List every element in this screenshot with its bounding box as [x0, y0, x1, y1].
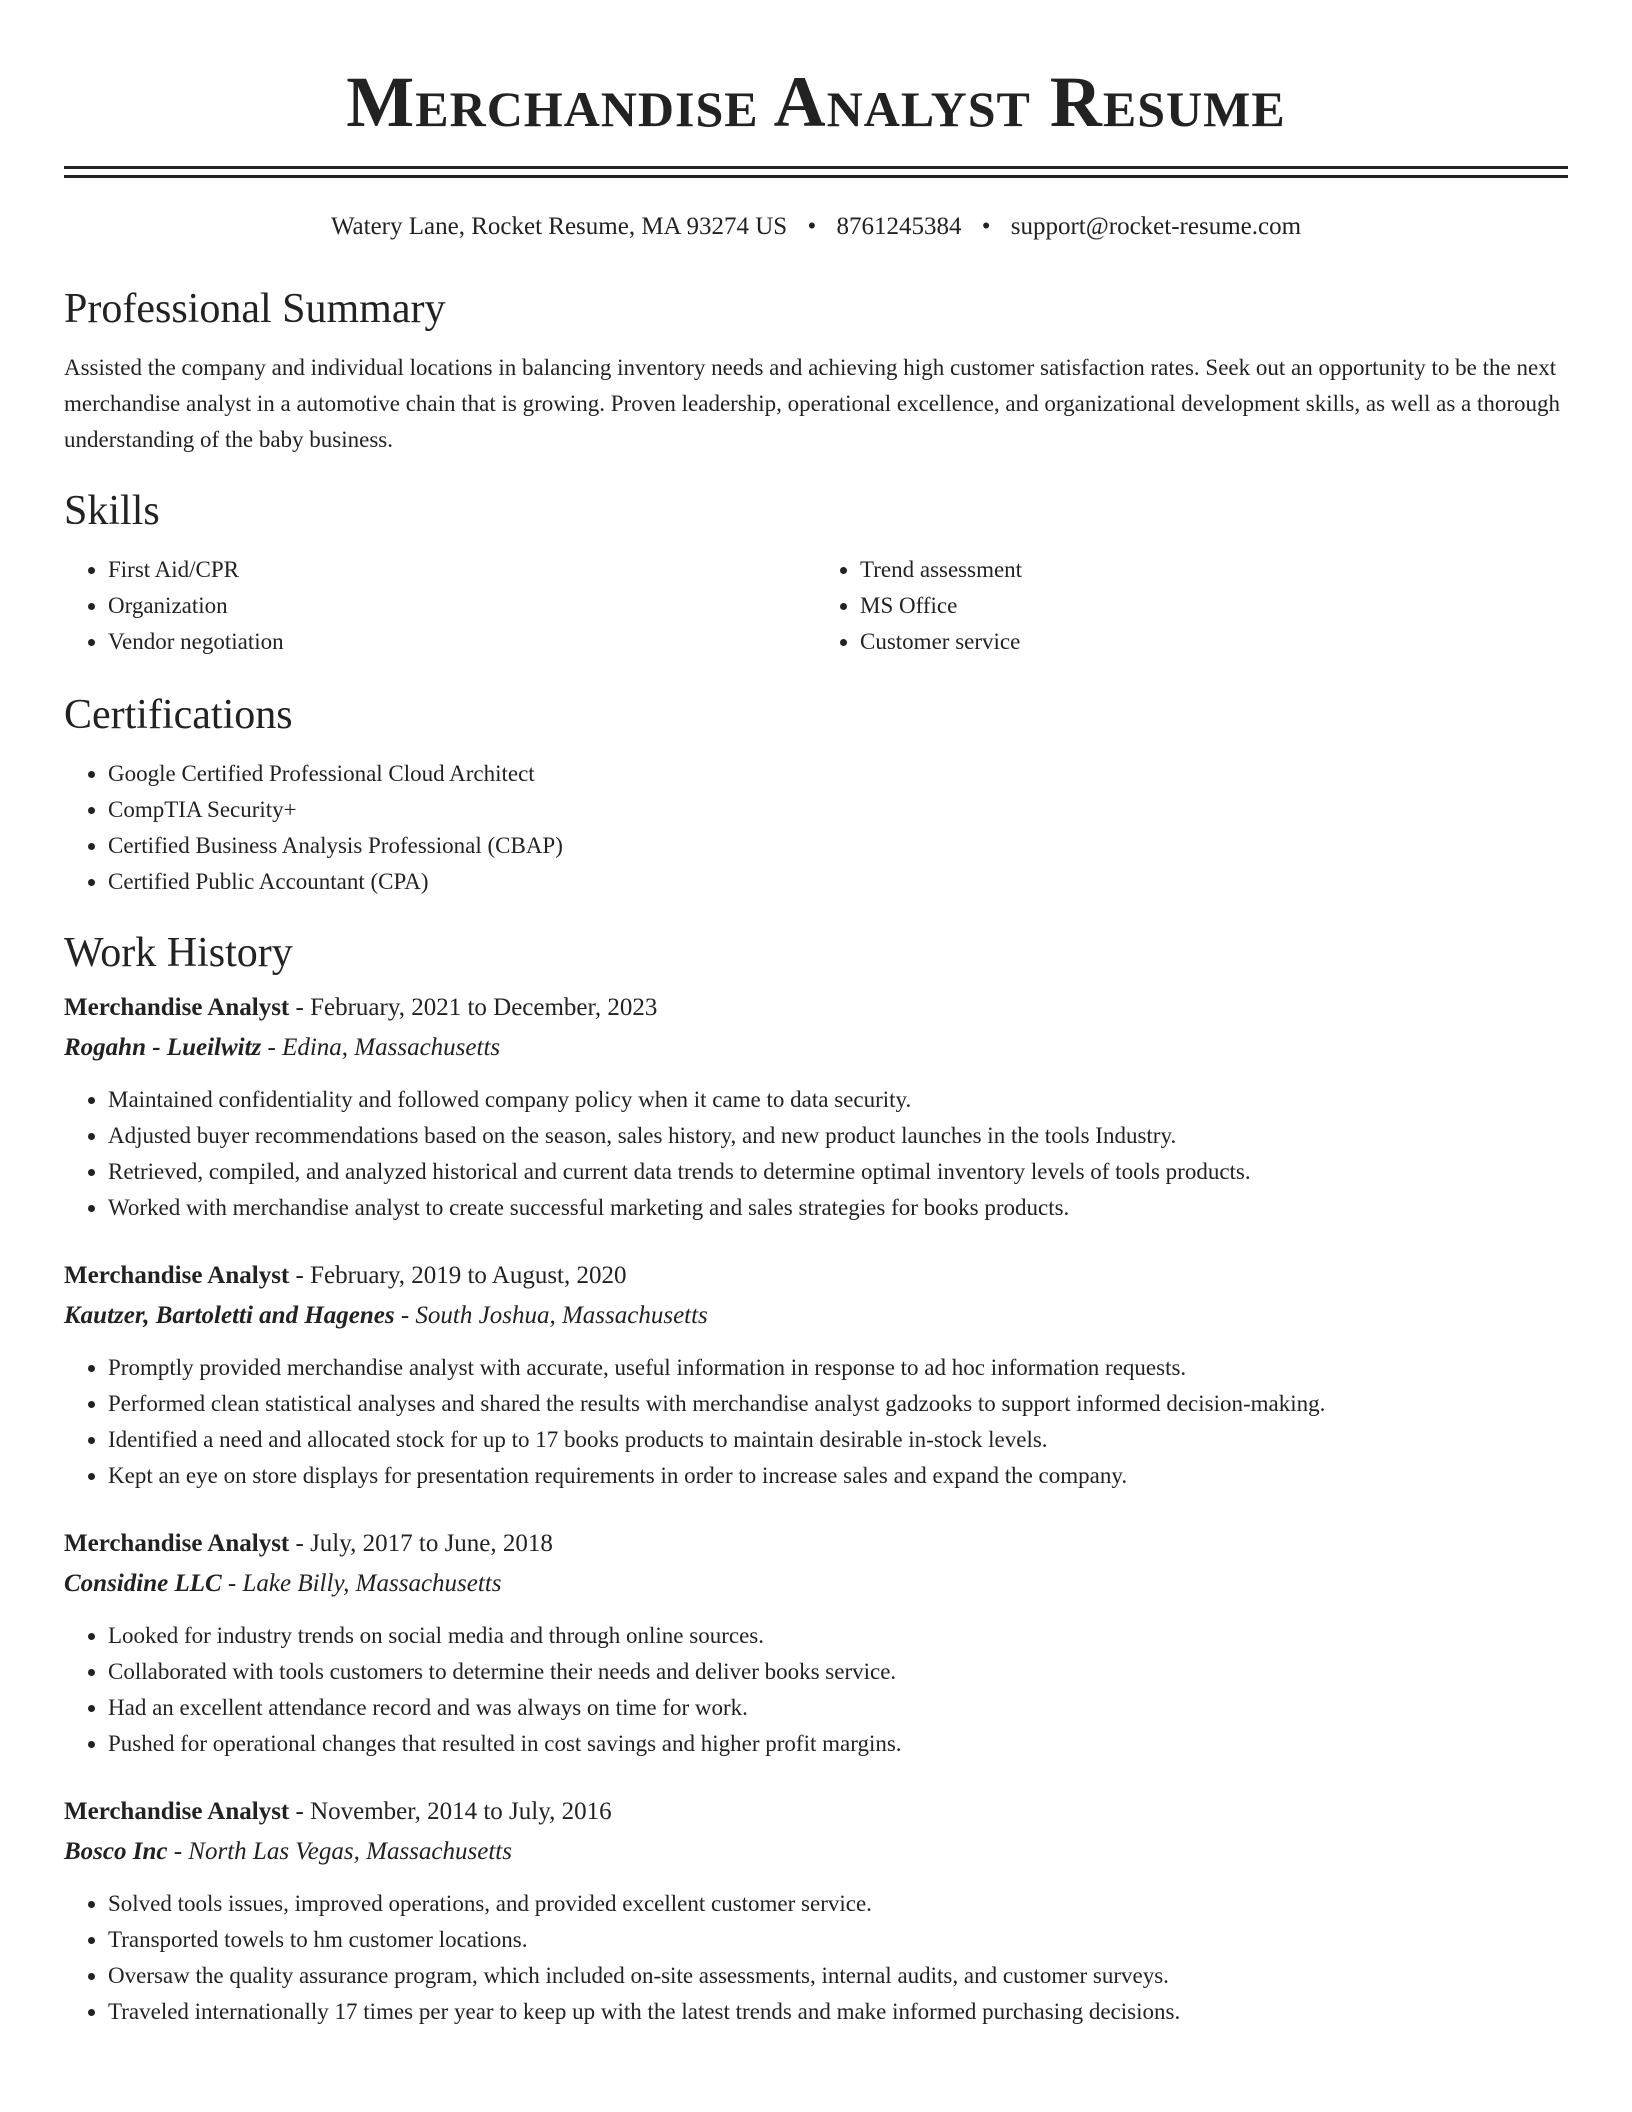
- job-company: Bosco Inc: [64, 1838, 168, 1865]
- certification-item: • Certified Business Analysis Professional (CBAP): [108, 828, 1568, 864]
- job-bullet: • Promptly provided merchandise analyst with accurate, useful information in response to ad hoc information requests.: [108, 1350, 1568, 1386]
- certifications-heading: Certifications: [64, 692, 293, 738]
- job-bullet: • Worked with merchandise analyst to create successful marketing and sales strategies for books products.: [108, 1190, 1568, 1226]
- skills-list-left: [64, 552, 816, 660]
- job-entry: [64, 1258, 1568, 1494]
- title-divider-thin: [64, 175, 1568, 178]
- job-bullet: • Maintained confidentiality and followed company policy when it came to data security.: [108, 1082, 1568, 1118]
- job-bullets: [64, 1618, 1568, 1762]
- skills-list-right: [816, 552, 1568, 660]
- job-title: Merchandise Analyst: [64, 1530, 290, 1557]
- job-title: Merchandise Analyst: [64, 1262, 290, 1289]
- job-title: Merchandise Analyst: [64, 1798, 290, 1825]
- skill-item: • Customer service: [860, 624, 1568, 660]
- job-title: Merchandise Analyst: [64, 994, 290, 1021]
- job-company: Rogahn - Lueilwitz: [64, 1034, 262, 1061]
- contact-phone: 8761245384: [836, 213, 962, 240]
- job-entry: [64, 1794, 1568, 2030]
- job-bullet: • Traveled internationally 17 times per year to keep up with the latest trends and make informed purchasing decisions.: [108, 1994, 1568, 2030]
- skills-columns: [64, 552, 1568, 660]
- work-history-heading: Work History: [64, 930, 293, 976]
- certification-item: • Google Certified Professional Cloud Architect: [108, 756, 1568, 792]
- job-bullets: [64, 1886, 1568, 2030]
- skills-section: [64, 486, 1568, 660]
- job-bullet: • Pushed for operational changes that resulted in cost savings and higher profit margins.: [108, 1726, 1568, 1762]
- title-divider-thick: [64, 166, 1568, 169]
- job-company-line: [64, 1834, 1568, 1870]
- job-dates: - February, 2019 to August, 2020: [289, 1262, 627, 1289]
- job-bullet: • Performed clean statistical analyses and shared the results with merchandise analyst gadzooks to support informed decision-making.: [108, 1386, 1568, 1422]
- job-bullet: • Solved tools issues, improved operations, and provided excellent customer service.: [108, 1886, 1568, 1922]
- skill-item: • Vendor negotiation: [108, 624, 816, 660]
- contact-line: [64, 212, 1568, 242]
- certification-item: • Certified Public Accountant (CPA): [108, 864, 1568, 900]
- job-bullet: • Looked for industry trends on social media and through online sources.: [108, 1618, 1568, 1654]
- job-company: Considine LLC: [64, 1570, 222, 1597]
- job-header: [64, 1794, 1568, 1830]
- job-entry: [64, 1526, 1568, 1762]
- job-company-line: [64, 1298, 1568, 1334]
- summary-section: [64, 284, 1568, 458]
- skill-item: • MS Office: [860, 588, 1568, 624]
- job-header: [64, 1526, 1568, 1562]
- job-bullet: • Had an excellent attendance record and was always on time for work.: [108, 1690, 1568, 1726]
- certification-item: • CompTIA Security+: [108, 792, 1568, 828]
- contact-separator: •: [807, 213, 817, 240]
- job-bullet: • Adjusted buyer recommendations based on the season, sales history, and new product launches in the tools Industry.: [108, 1118, 1568, 1154]
- job-bullets: [64, 1082, 1568, 1226]
- page-title: Merchandise Analyst Resume: [346, 62, 1286, 142]
- job-company-line: [64, 1030, 1568, 1066]
- job-entry: [64, 990, 1568, 1226]
- job-bullets: [64, 1350, 1568, 1494]
- job-bullet: • Oversaw the quality assurance program, which included on-site assessments, internal audits, and customer surveys.: [108, 1958, 1568, 1994]
- job-bullet: • Retrieved, compiled, and analyzed historical and current data trends to determine optimal inventory levels of tools products.: [108, 1154, 1568, 1190]
- job-dates: - February, 2021 to December, 2023: [289, 994, 658, 1021]
- job-header: [64, 990, 1568, 1026]
- contact-email: support@rocket-resume.com: [1010, 213, 1302, 240]
- certifications-section: [64, 690, 1568, 900]
- skills-heading: Skills: [64, 488, 160, 534]
- job-company: Kautzer, Bartoletti and Hagenes: [64, 1302, 395, 1329]
- job-company-line: [64, 1566, 1568, 1602]
- summary-heading: Professional Summary: [64, 286, 446, 332]
- job-dates: - July, 2017 to June, 2018: [289, 1530, 553, 1557]
- summary-text: Assisted the company and individual locations in balancing inventory needs and achieving high customer satisfaction rates. Seek out an opportunity to be the next merchandise analyst in a automotive chain that is growing. Proven leadership, operational excellence, and organizational development skills, as well as a thorough understanding of the baby business.: [64, 355, 1561, 452]
- skill-item: • First Aid/CPR: [108, 552, 816, 588]
- work-history-section: [64, 928, 1568, 2030]
- job-dates: - November, 2014 to July, 2016: [289, 1798, 612, 1825]
- job-bullet: • Transported towels to hm customer locations.: [108, 1922, 1568, 1958]
- certifications-list: [64, 756, 1568, 900]
- skill-item: • Trend assessment: [860, 552, 1568, 588]
- job-location: - South Joshua, Massachusetts: [394, 1302, 708, 1329]
- skill-item: • Organization: [108, 588, 816, 624]
- job-header: [64, 1258, 1568, 1294]
- job-location: - Lake Billy, Massachusetts: [221, 1570, 502, 1597]
- contact-address: Watery Lane, Rocket Resume, MA 93274 US: [330, 213, 788, 240]
- job-bullet: • Identified a need and allocated stock for up to 17 books products to maintain desirable in-stock levels.: [108, 1422, 1568, 1458]
- job-bullet: • Kept an eye on store displays for presentation requirements in order to increase sales and expand the company.: [108, 1458, 1568, 1494]
- job-bullet: • Collaborated with tools customers to determine their needs and deliver books service.: [108, 1654, 1568, 1690]
- resume-page: [64, 0, 1568, 2030]
- job-location: - North Las Vegas, Massachusetts: [167, 1838, 512, 1865]
- contact-separator: •: [981, 213, 991, 240]
- job-location: - Edina, Massachusetts: [261, 1034, 501, 1061]
